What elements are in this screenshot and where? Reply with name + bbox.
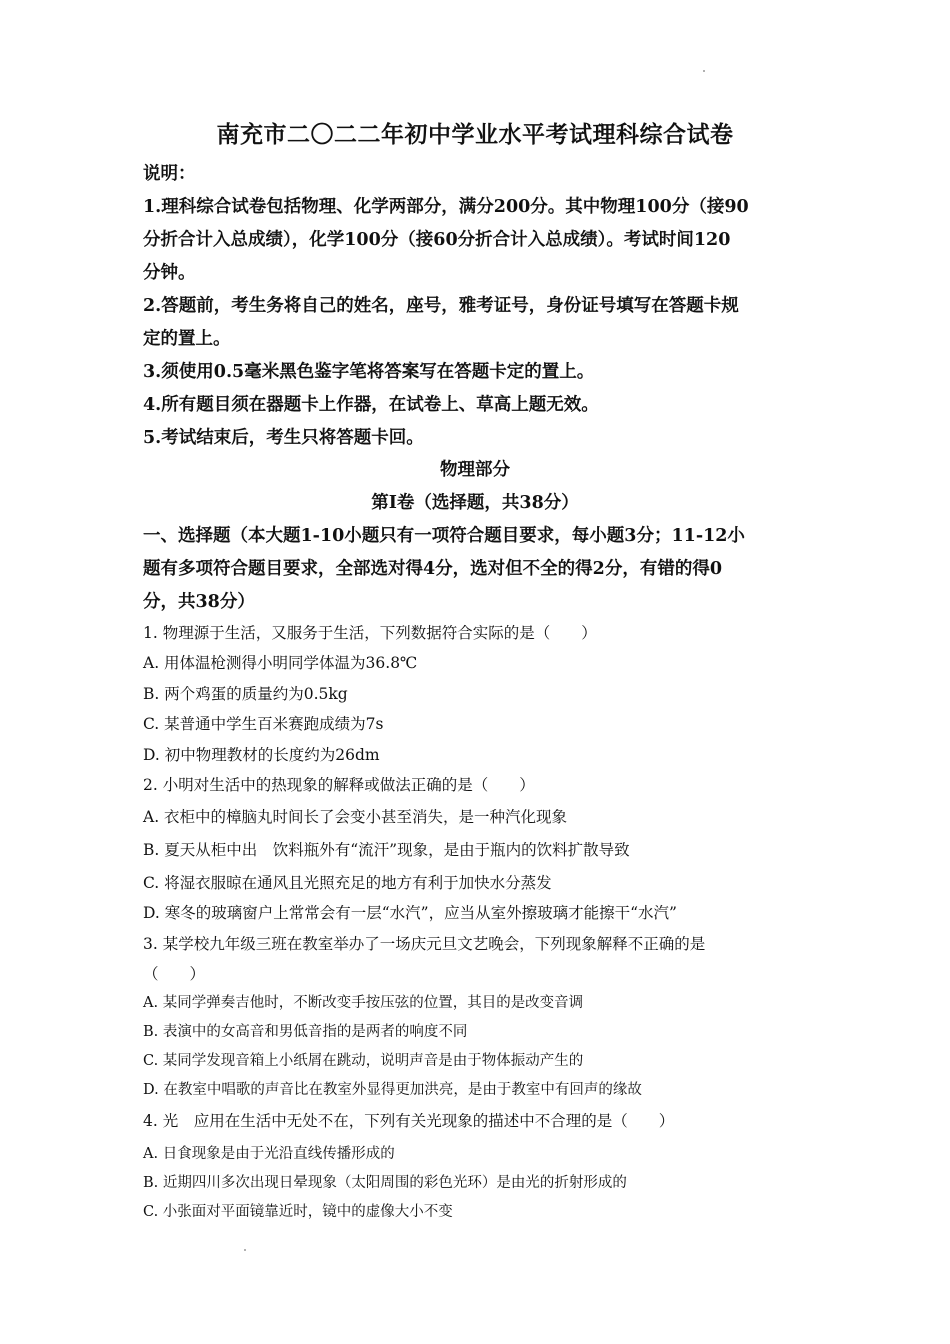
- question-stem: 1. 物理源于生活，又服务于生活，下列数据符合实际的是（ ）: [143, 624, 597, 642]
- question-option: D. 在教室中唱歌的声音比在教室外显得更加洪亮，是由于教室中有回声的缘故: [143, 1082, 642, 1098]
- instruction-line: 1.理科综合试卷包括物理、化学两部分，满分200分。其中物理100分（接90: [143, 197, 749, 217]
- question-stem: 2. 小明对生活中的热现象的解释或做法正确的是（ ）: [143, 776, 535, 794]
- question-option: A. 衣柜中的樟脑丸时间长了会变小甚至消失，是一种汽化现象: [143, 808, 568, 826]
- question-option: C. 某普通中学生百米赛跑成绩为7s: [143, 715, 384, 733]
- question-option: A. 某同学弹奏吉他时，不断改变手按压弦的位置，其目的是改变音调: [143, 995, 584, 1011]
- instruction-line: 4.所有题目须在器题卡上作器，在试卷上、草高上题无效。: [143, 395, 599, 415]
- question-stem: 3. 某学校九年级三班在教室举办了一场庆元旦文艺晚会，下列现象解释不正确的是: [143, 935, 706, 953]
- question-option: A. 日食现象是由于光沿直线传播形成的: [143, 1146, 395, 1162]
- question-option: C. 将湿衣服晾在通风且光照充足的地方有利于加快水分蒸发: [143, 874, 552, 892]
- instruction-line: 分折合计入总成绩），化学100分（接60分折合计入总成绩）。考试时间120: [143, 230, 731, 250]
- question-option: B. 两个鸡蛋的质量约为0.5kg: [143, 685, 348, 703]
- instruction-line: 2.答题前，考生务将自己的姓名，座号，雅考证号，身份证号填写在答题卡规: [143, 296, 739, 316]
- question-option: C. 小张面对平面镜靠近时，镜中的虚像大小不变: [143, 1204, 453, 1220]
- instruction-line: 5.考试结束后，考生只将答题卡回。: [143, 428, 424, 448]
- exam-title: 南充市二〇二二年初中学业水平考试理科综合试卷: [216, 121, 734, 148]
- question-option: A. 用体温枪测得小明同学体温为36.8℃: [143, 654, 418, 672]
- question-option: B. 近期四川多次出现日晕现象（太阳周围的彩色光环）是由光的折射形成的: [143, 1175, 627, 1191]
- part-intro-line: 题有多项符合题目要求，全部选对得4分，选对但不全的得2分，有错的得0: [143, 559, 723, 579]
- question-option: D. 初中物理教材的长度约为26dm: [143, 746, 380, 764]
- part-title: 第Ⅰ卷（选择题，共38分）: [371, 493, 579, 513]
- question-stem: （ ）: [143, 965, 206, 983]
- section-title: 物理部分: [440, 460, 510, 480]
- question-option: D. 寒冬的玻璃窗户上常常会有一层“水汽”，应当从室外擦玻璃才能擦干“水汽”: [143, 904, 677, 922]
- question-option: B. 表演中的女高音和男低音指的是两者的响度不同: [143, 1024, 468, 1040]
- instruction-line: 分钟。: [143, 263, 196, 283]
- question-stem: 4. 光 应用在生活中无处不在，下列有关光现象的描述中不合理的是（ ）: [143, 1112, 675, 1130]
- instruction-line: 3.须使用0.5毫米黑色鉴字笔将答案写在答题卡定的置上。: [143, 362, 595, 382]
- instructions-heading: 说明：: [143, 164, 196, 184]
- question-option: B. 夏天从柜中出 饮料瓶外有“流汗”现象，是由于瓶内的饮料扩散导致: [143, 841, 630, 859]
- scan-speck: [703, 70, 705, 72]
- question-option: C. 某同学发现音箱上小纸屑在跳动，说明声音是由于物体振动产生的: [143, 1053, 584, 1069]
- scan-speck: [244, 1249, 246, 1251]
- instruction-line: 定的置上。: [143, 329, 231, 349]
- part-intro-line: 一、选择题（本大题1-10小题只有一项符合题目要求，每小题3分；11-12小: [143, 526, 745, 546]
- part-intro-line: 分，共38分）: [143, 592, 255, 612]
